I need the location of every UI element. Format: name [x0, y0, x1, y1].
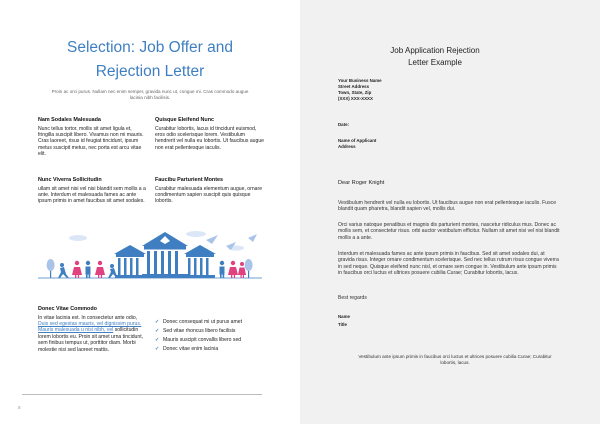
person-runner-icon [58, 263, 69, 278]
letter-paragraph: Vestibulum hendrerit vel nulla eu lobortis. Ut faucibus augue non erat pellentesque iaculis. Fusce blandit quam pharetra, blandit sapien vel, mollis dui. [338, 200, 557, 213]
person-man-icon [86, 261, 91, 278]
section-body: Curabitur lobortis, lacus id tincidunt euismod, eros odio scelerisque lorem. Vestibulum hendrerit vel nulla eu lobortis. Ut faucibus augue non erat pellentesque iaculis. [155, 125, 265, 151]
inline-link[interactable]: Duis sed egestas mauris, vel dignissim purus. Mauris malesuada u nisi nibh, vel [38, 320, 142, 334]
section-body: Nunc tellus tortor, mollis sit amet ligula et, fringilla suscipit libero. Vivamus non mi mauris. Cras laoreet, risus id feugiat tincidunt, ipsum metus suscipit metus, nec porta est arcu vitae elit. [38, 125, 144, 158]
checkmark-icon: ✓ [155, 345, 160, 352]
checkmark-icon: ✓ [155, 327, 160, 334]
section-heading: Nunc Viverra Sollicitudin [38, 177, 102, 183]
signature-title: Title [338, 322, 347, 327]
sender-address: Your Business Name Street Address Town, State, Zip (XXX) XXX-XXXX [338, 78, 382, 102]
checkmark-icon: ✓ [155, 336, 160, 343]
list-item: ✓ Donec vitae enim lacinia [155, 345, 219, 352]
date-label: Date: [338, 122, 349, 127]
person-woman-icon [72, 261, 82, 278]
checkmark-icon: ✓ [155, 319, 160, 325]
letter-title: Job Application Rejection Letter Example [390, 46, 480, 67]
signature-name: Name [338, 314, 350, 319]
section-heading: Faucibu Parturient Montes [155, 177, 223, 183]
salutation: Dear Roger Knight [338, 180, 385, 186]
letter-paragraph: Interdum et malesuada fames ac ante ipsum primis in faucibus. Sed sit amet sodales dui, at gravida risus. Integer ornare condimentum scelerisque. Sed nec tellus rutrum risus congue viverra in sed neque. Quisque eleifend nunc nisl, et ornare sem congue in. Vestibulum ante ipsum primis in faucibus orci luctus et ultrices posuere cubilia Curae; Curabitur lobortis, lacus. [338, 251, 559, 277]
person-woman-icon [228, 261, 238, 278]
side-building-left-icon [114, 245, 146, 278]
page-subtitle: Proin ac orci purus. Nullam nec enim semper, gravida nunc ut, congue mi. Cras commodo augue lacinia nibh facilisis. [51, 89, 249, 101]
section-heading: Donec Vitae Commodo [38, 306, 97, 312]
checklist [155, 318, 270, 354]
section-body: Curabitur malesuada elementum augue, ornare condimentum sapien suscipit quis quisque lobortis. [155, 185, 263, 205]
section-body: ullam sit amet nisi vel nisi blandit sem mollis a a ante. Interdum et malesuada fames ac ante ipsum primis in amet faucibus sit amet sodales. [38, 185, 146, 205]
list-item: ✓ Donec consequat mi ut purus amet [155, 319, 242, 325]
letter-footer: Vestibulum ante ipsum primis in faucibus orci luctus et ultrices posuere cubilia Curae; Curabitur lobortis, lacus. [358, 354, 552, 365]
section-donec-vitae [38, 306, 146, 353]
section-heading: Quisque Eleifend Nunc [155, 117, 215, 123]
section-quisque [155, 117, 265, 151]
side-building-right-icon [184, 245, 216, 278]
person-man-icon [220, 261, 225, 278]
section-nam-sodales [38, 117, 146, 158]
recipient-address: Name of Applicant Address [338, 138, 377, 150]
section-nunc-viverra [38, 177, 146, 205]
person-woman-icon [95, 261, 105, 278]
list-item: ✓ Mauris suscipit convallis libero sed [155, 336, 242, 343]
closing: Best regards [338, 295, 367, 301]
section-body: In vitae lacinia est. In consectetur ante odio, Duis sed egestas mauris, vel dignissim purus. Mauris malesuada u nisi nibh, vel sollicitudin lorem lobortis eu. Proin sit amet urna tincidunt, sem finibus tempus ut, porttitor diam. Morbi molestie nisi sed laoreet mattis. [38, 314, 144, 353]
person-runner-icon [108, 264, 119, 278]
section-faucibu [155, 177, 265, 205]
list-item: ✓ Sed vitae rhoncus libero facilisis [155, 327, 236, 334]
page-title: Selection: Job Offer and Rejection Letter [66, 39, 233, 80]
footer-divider [22, 394, 262, 395]
paper-plane-icon [206, 234, 257, 250]
section-heading: Nam Sodales Malesuada [38, 117, 101, 123]
main-building-icon [142, 232, 188, 278]
office-building-illustration [36, 224, 264, 290]
page-number: 8 [18, 405, 21, 410]
letter-paragraph: Orci varius natoque penatibus et magnis dis parturient montes, nascetur ridiculus mus. Donec ac mollis sem, et consectetur risus. orbi auctor vestibulum efficitur. Nullam sit amet nisi vel nisi blandit mollis a a ante. [338, 222, 560, 241]
